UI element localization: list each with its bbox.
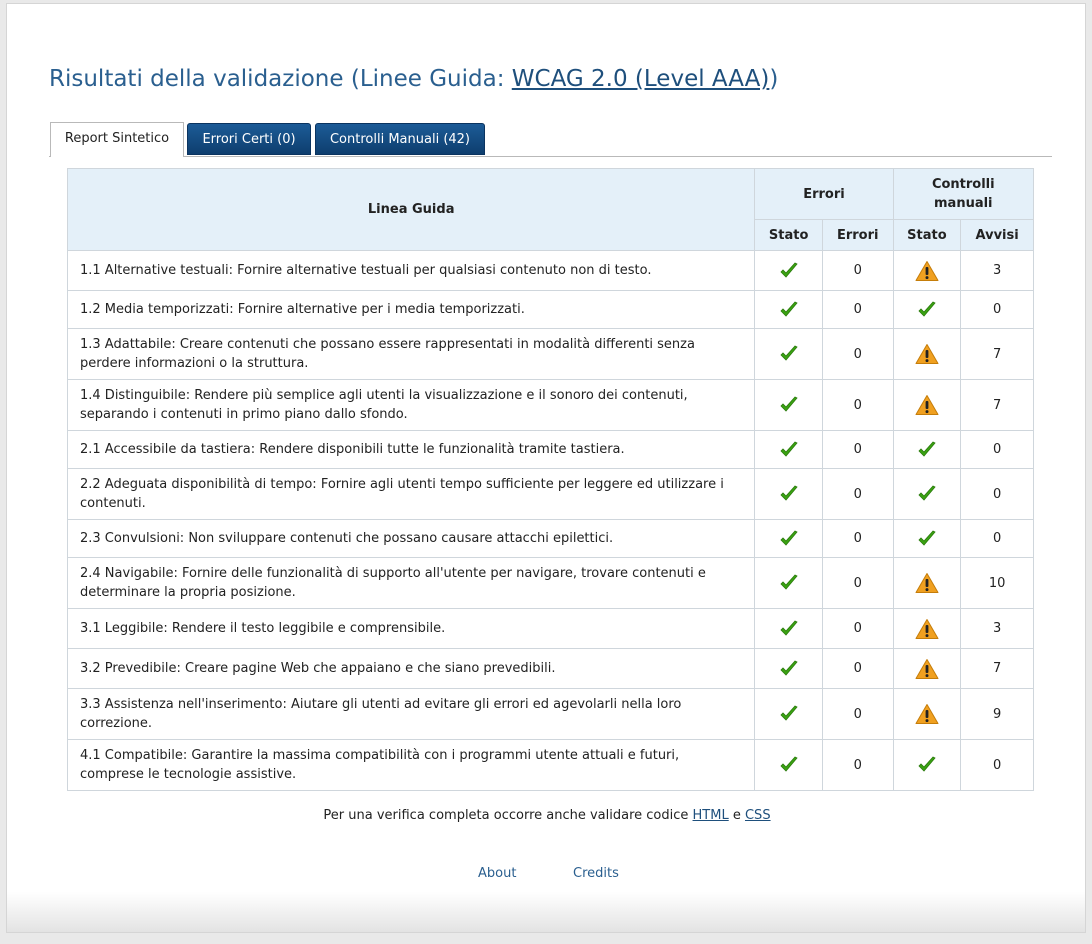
guideline-description: 2.2 Adeguata disponibilità di tempo: Fornire agli utenti tempo sufficiente per leggere ed utilizzare i contenuti.: [68, 469, 755, 520]
col-header-errors: Errori: [822, 220, 893, 251]
status-cell: [893, 740, 961, 791]
table-row: [68, 291, 1034, 329]
warnings-count: 7: [961, 380, 1034, 431]
page-bottom-shade: [7, 892, 1085, 932]
table-row: [68, 558, 1034, 609]
errors-count: 0: [822, 740, 893, 791]
status-cell: [755, 609, 823, 649]
errors-count: 0: [822, 380, 893, 431]
table-row: [68, 329, 1034, 380]
guideline-description: 2.4 Navigabile: Fornire delle funzionalità di supporto all'utente per navigare, trovare contenuti e determinare la propria posizione.: [68, 558, 755, 609]
validation-note: [7, 808, 1087, 823]
check-icon: [779, 619, 799, 639]
check-icon: [779, 573, 799, 593]
tab-controlli-manuali[interactable]: Controlli Manuali (42): [315, 123, 485, 155]
warning-icon: [915, 618, 939, 640]
errors-count: 0: [822, 291, 893, 329]
guideline-description: 3.2 Prevedibile: Creare pagine Web che appaiano e che siano prevedibili.: [68, 649, 755, 689]
check-icon: [779, 529, 799, 549]
status-cell: [755, 740, 823, 791]
status-cell: [893, 520, 961, 558]
page-title: [49, 66, 778, 92]
errors-count: 0: [822, 520, 893, 558]
warnings-count: 0: [961, 520, 1034, 558]
table-row: [68, 469, 1034, 520]
check-icon: [917, 755, 937, 775]
warning-icon: [915, 703, 939, 725]
status-cell: [755, 469, 823, 520]
check-icon: [779, 484, 799, 504]
check-icon: [779, 300, 799, 320]
errors-count: 0: [822, 329, 893, 380]
col-header-status: Stato: [755, 220, 823, 251]
status-cell: [893, 291, 961, 329]
warnings-count: 7: [961, 649, 1034, 689]
page-container: [6, 3, 1086, 933]
status-cell: [755, 380, 823, 431]
warnings-count: 3: [961, 609, 1034, 649]
warnings-count: 0: [961, 431, 1034, 469]
warnings-count: 0: [961, 740, 1034, 791]
warning-icon: [915, 394, 939, 416]
col-group-errors: Errori: [755, 169, 893, 220]
status-cell: [755, 558, 823, 609]
guideline-description: 4.1 Compatibile: Garantire la massima compatibilità con i programmi utente attuali e futuri, comprese le tecnologie assistive.: [68, 740, 755, 791]
col-group-manual: Controlli manuali: [893, 169, 1033, 220]
status-cell: [755, 329, 823, 380]
col-header-manual-status: Stato: [893, 220, 961, 251]
table-row: [68, 689, 1034, 740]
status-cell: [755, 431, 823, 469]
check-icon: [779, 261, 799, 281]
table-row: [68, 380, 1034, 431]
guideline-description: 1.4 Distinguibile: Rendere più semplice agli utenti la visualizzazione e il sonoro dei contenuti, separando i contenuti in primo piano dallo sfondo.: [68, 380, 755, 431]
check-icon: [779, 440, 799, 460]
guideline-description: 1.3 Adattabile: Creare contenuti che possano essere rappresentati in modalità differenti senza perdere informazioni o la struttura.: [68, 329, 755, 380]
guideline-description: 2.3 Convulsioni: Non sviluppare contenuti che possano causare attacchi epilettici.: [68, 520, 755, 558]
warnings-count: 9: [961, 689, 1034, 740]
check-icon: [779, 755, 799, 775]
check-icon: [779, 344, 799, 364]
guideline-description: 3.1 Leggibile: Rendere il testo leggibile e comprensibile.: [68, 609, 755, 649]
status-cell: [893, 431, 961, 469]
footer-credits-link[interactable]: Credits: [573, 866, 619, 881]
guideline-description: 3.3 Assistenza nell'inserimento: Aiutare gli utenti ad evitare gli errori ed agevolarli nella loro correzione.: [68, 689, 755, 740]
table-row: [68, 609, 1034, 649]
status-cell: [893, 689, 961, 740]
status-cell: [893, 469, 961, 520]
col-header-guideline: Linea Guida: [68, 169, 755, 251]
errors-count: 0: [822, 469, 893, 520]
report-table-body: [68, 251, 1034, 791]
status-cell: [893, 609, 961, 649]
guidelines-link[interactable]: WCAG 2.0 (Level AAA): [511, 66, 770, 92]
check-icon: [779, 395, 799, 415]
status-cell: [893, 649, 961, 689]
status-cell: [893, 558, 961, 609]
status-cell: [755, 689, 823, 740]
errors-count: 0: [822, 558, 893, 609]
tab-bar: [49, 122, 1052, 157]
errors-count: 0: [822, 609, 893, 649]
warnings-count: 0: [961, 469, 1034, 520]
footer-about-link[interactable]: About: [478, 866, 517, 881]
status-cell: [755, 649, 823, 689]
check-icon: [779, 659, 799, 679]
validation-note-text: Per una verifica completa occorre anche validare codice: [323, 808, 693, 823]
warnings-count: 3: [961, 251, 1034, 291]
table-row: [68, 520, 1034, 558]
guideline-description: 1.1 Alternative testuali: Fornire alternative testuali per qualsiasi contenuto non di testo.: [68, 251, 755, 291]
warnings-count: 0: [961, 291, 1034, 329]
page-title-prefix: Risultati della validazione (Linee Guida:: [49, 66, 512, 92]
warnings-count: 7: [961, 329, 1034, 380]
tab-report-sintetico[interactable]: Report Sintetico: [50, 122, 184, 157]
warning-icon: [915, 572, 939, 594]
check-icon: [917, 300, 937, 320]
check-icon: [917, 529, 937, 549]
css-validator-link[interactable]: CSS: [744, 808, 771, 823]
table-row: [68, 251, 1034, 291]
errors-count: 0: [822, 431, 893, 469]
status-cell: [893, 329, 961, 380]
status-cell: [893, 251, 961, 291]
check-icon: [917, 440, 937, 460]
guideline-description: 1.2 Media temporizzati: Fornire alternative per i media temporizzati.: [68, 291, 755, 329]
tab-errori-certi[interactable]: Errori Certi (0): [187, 123, 311, 155]
html-validator-link[interactable]: HTML: [692, 808, 729, 823]
status-cell: [755, 291, 823, 329]
status-cell: [755, 520, 823, 558]
check-icon: [779, 704, 799, 724]
page-title-suffix: ): [769, 66, 779, 92]
status-cell: [893, 380, 961, 431]
errors-count: 0: [822, 689, 893, 740]
warning-icon: [915, 343, 939, 365]
table-row: [68, 740, 1034, 791]
warning-icon: [915, 260, 939, 282]
errors-count: 0: [822, 251, 893, 291]
check-icon: [917, 484, 937, 504]
warning-icon: [915, 658, 939, 680]
table-row: [68, 649, 1034, 689]
guideline-description: 2.1 Accessibile da tastiera: Rendere disponibili tutte le funzionalità tramite tastiera.: [68, 431, 755, 469]
report-table: [67, 168, 1034, 791]
errors-count: 0: [822, 649, 893, 689]
col-header-warnings: Avvisi: [961, 220, 1034, 251]
status-cell: [755, 251, 823, 291]
table-row: [68, 431, 1034, 469]
warnings-count: 10: [961, 558, 1034, 609]
validation-note-and: e: [728, 808, 745, 823]
